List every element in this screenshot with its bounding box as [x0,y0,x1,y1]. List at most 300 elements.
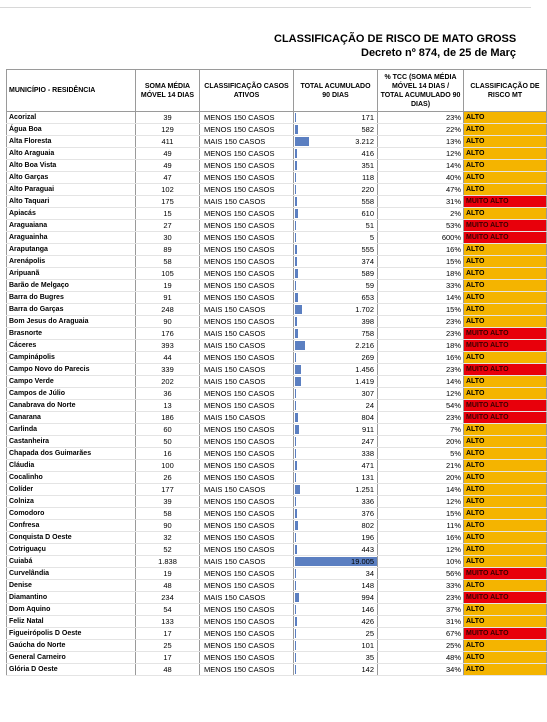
media-cell: 25 [136,640,200,652]
municipio-cell: Campo Verde [7,376,136,388]
casos-cell: MENOS 150 CASOS [200,664,294,676]
total-cell [294,592,378,604]
total-value: 416 [361,149,374,158]
risk-badge: ALTO [464,532,547,544]
header-casos: CLASSIFICAÇÃO CASOS ATIVOS [200,70,294,112]
municipio-cell: Campinápolis [7,352,136,364]
media-cell: 52 [136,544,200,556]
header-media: SOMA MÉDIA MÓVEL 14 DIAS [136,70,200,112]
casos-cell: MENOS 150 CASOS [200,208,294,220]
municipio-cell: Diamantino [7,592,136,604]
total-cell [294,664,378,676]
table-row [7,472,547,484]
total-cell [294,256,378,268]
total-cell [294,508,378,520]
total-cell [294,304,378,316]
risk-badge: MUITO ALTO [464,220,547,232]
table-row [7,496,547,508]
table-row [7,232,547,244]
total-data-bar [295,449,296,458]
total-cell [294,412,378,424]
media-cell: 176 [136,328,200,340]
media-cell: 54 [136,604,200,616]
table-row [7,280,547,292]
total-value: 118 [362,173,374,182]
municipio-cell: Apiacás [7,208,136,220]
tcc-cell: 12% [378,544,464,556]
total-cell [294,580,378,592]
total-cell [294,172,378,184]
risk-badge: MUITO ALTO [464,412,547,424]
casos-cell: MENOS 150 CASOS [200,112,294,124]
total-value: 220 [361,185,374,194]
total-cell [294,520,378,532]
total-cell [294,184,378,196]
total-data-bar [295,305,302,314]
risk-badge: ALTO [464,352,547,364]
municipio-cell: Canarana [7,412,136,424]
total-cell [294,496,378,508]
total-value: 5 [369,233,374,242]
total-value: 34 [365,569,374,578]
table-row [7,340,547,352]
total-cell [294,436,378,448]
casos-cell: MAIS 150 CASOS [200,376,294,388]
table-row [7,244,547,256]
total-cell [294,220,378,232]
table-row [7,460,547,472]
table-row [7,412,547,424]
risk-badge: MUITO ALTO [464,568,547,580]
municipio-cell: Castanheira [7,436,136,448]
risk-badge: MUITO ALTO [464,196,547,208]
table-row [7,592,547,604]
table-row [7,436,547,448]
casos-cell: MENOS 150 CASOS [200,184,294,196]
media-cell: 47 [136,172,200,184]
municipio-cell: Figueirópolis D Oeste [7,628,136,640]
tcc-cell: 14% [378,376,464,388]
municipio-cell: Cocalinho [7,472,136,484]
risk-badge: ALTO [464,112,547,124]
media-cell: 91 [136,292,200,304]
total-value: 351 [361,161,374,170]
table-row [7,304,547,316]
tcc-cell: 20% [378,436,464,448]
total-value: 911 [362,425,374,434]
media-cell: 90 [136,316,200,328]
media-cell: 1.838 [136,556,200,568]
risk-badge: ALTO [464,388,547,400]
casos-cell: MENOS 150 CASOS [200,232,294,244]
media-cell: 202 [136,376,200,388]
total-data-bar [295,377,301,386]
decree-subtitle: Decreto nº 874, de 25 de Març [361,47,517,59]
total-data-bar [295,209,298,218]
total-cell [294,232,378,244]
table-row [7,556,547,568]
casos-cell: MENOS 150 CASOS [200,544,294,556]
total-cell [294,160,378,172]
tcc-cell: 31% [378,616,464,628]
media-cell: 17 [136,652,200,664]
media-cell: 39 [136,112,200,124]
table-row [7,604,547,616]
municipio-cell: Alto Paraguai [7,184,136,196]
table-row [7,292,547,304]
table-body [7,112,547,676]
total-cell [294,400,378,412]
tcc-cell: 16% [378,244,464,256]
municipio-cell: Cotriguaçu [7,544,136,556]
header-municipio: MUNICÍPIO - RESIDÊNCIA [7,70,136,112]
total-cell [294,316,378,328]
risk-badge: ALTO [464,172,547,184]
tcc-cell: 25% [378,640,464,652]
tcc-cell: 21% [378,460,464,472]
risk-badge: ALTO [464,208,547,220]
total-cell [294,556,378,568]
total-value: 376 [361,509,374,518]
media-cell: 133 [136,616,200,628]
media-cell: 15 [136,208,200,220]
casos-cell: MENOS 150 CASOS [200,388,294,400]
total-data-bar [295,581,296,590]
casos-cell: MAIS 150 CASOS [200,304,294,316]
risk-badge: ALTO [464,256,547,268]
tcc-cell: 5% [378,448,464,460]
total-cell [294,544,378,556]
media-cell: 17 [136,628,200,640]
total-value: 307 [361,389,374,398]
casos-cell: MENOS 150 CASOS [200,400,294,412]
tcc-cell: 53% [378,220,464,232]
municipio-cell: Alto Boa Vista [7,160,136,172]
total-data-bar [295,257,297,266]
risk-badge: ALTO [464,424,547,436]
municipio-cell: Barra do Garças [7,304,136,316]
municipio-cell: Bom Jesus do Araguaia [7,316,136,328]
municipio-cell: Gaúcha do Norte [7,640,136,652]
media-cell: 177 [136,484,200,496]
table-row [7,616,547,628]
media-cell: 49 [136,160,200,172]
tcc-cell: 67% [378,628,464,640]
table-row [7,424,547,436]
total-cell [294,124,378,136]
total-cell [294,352,378,364]
casos-cell: MAIS 150 CASOS [200,412,294,424]
tcc-cell: 15% [378,256,464,268]
total-value: 338 [361,449,374,458]
media-cell: 19 [136,280,200,292]
risk-badge: ALTO [464,460,547,472]
municipio-cell: Feliz Natal [7,616,136,628]
header-total: TOTAL ACUMULADO 90 DIAS [294,70,378,112]
table-row [7,148,547,160]
total-data-bar [295,149,297,158]
casos-cell: MENOS 150 CASOS [200,508,294,520]
total-value: 101 [361,641,374,650]
tcc-cell: 14% [378,484,464,496]
total-value: 336 [361,497,374,506]
media-cell: 89 [136,244,200,256]
total-data-bar [295,113,296,122]
municipio-cell: Chapada dos Guimarães [7,448,136,460]
municipio-cell: Barra do Bugres [7,292,136,304]
total-value: 1.251 [355,485,374,494]
casos-cell: MENOS 150 CASOS [200,652,294,664]
table-row [7,160,547,172]
risk-badge: MUITO ALTO [464,400,547,412]
header-risco: CLASSIFICAÇÃO DE RISCO MT [464,70,547,112]
total-value: 471 [361,461,374,470]
media-cell: 129 [136,124,200,136]
casos-cell: MENOS 150 CASOS [200,496,294,508]
tcc-cell: 33% [378,280,464,292]
tcc-cell: 23% [378,112,464,124]
total-cell [294,568,378,580]
risk-badge: ALTO [464,664,547,676]
municipio-cell: Arenápolis [7,256,136,268]
casos-cell: MAIS 150 CASOS [200,484,294,496]
table-row [7,484,547,496]
tcc-cell: 23% [378,592,464,604]
total-cell [294,448,378,460]
risk-table [6,69,547,676]
total-value: 426 [361,617,374,626]
tcc-cell: 23% [378,364,464,376]
total-value: 24 [365,401,374,410]
total-value: 247 [361,437,374,446]
total-data-bar [295,221,296,230]
risk-badge: ALTO [464,484,547,496]
tcc-cell: 34% [378,664,464,676]
total-data-bar [295,233,296,242]
table-row [7,652,547,664]
casos-cell: MENOS 150 CASOS [200,520,294,532]
table-row [7,364,547,376]
tcc-cell: 7% [378,424,464,436]
risk-badge: ALTO [464,184,547,196]
total-cell [294,112,378,124]
casos-cell: MENOS 150 CASOS [200,316,294,328]
media-cell: 16 [136,448,200,460]
casos-cell: MENOS 150 CASOS [200,292,294,304]
total-value: 35 [365,653,374,662]
municipio-cell: Conquista D Oeste [7,532,136,544]
casos-cell: MAIS 150 CASOS [200,556,294,568]
table-row [7,268,547,280]
casos-cell: MENOS 150 CASOS [200,124,294,136]
document-title: CLASSIFICAÇÃO DE RISCO DE MATO GROSS [274,33,517,45]
total-cell [294,484,378,496]
total-data-bar [295,329,298,338]
total-data-bar [295,437,296,446]
municipio-cell: Cláudia [7,460,136,472]
total-value: 1.419 [355,377,374,386]
header-tcc: % TCC (SOMA MÉDIA MÓVEL 14 DIAS / TOTAL ACUMULADO 90 DIAS) [378,70,464,112]
media-cell: 49 [136,148,200,160]
municipio-cell: Água Boa [7,124,136,136]
media-cell: 234 [136,592,200,604]
casos-cell: MENOS 150 CASOS [200,460,294,472]
table-row [7,136,547,148]
total-data-bar [295,533,296,542]
casos-cell: MENOS 150 CASOS [200,640,294,652]
risk-badge: ALTO [464,292,547,304]
tcc-cell: 11% [378,520,464,532]
tcc-cell: 14% [378,292,464,304]
casos-cell: MENOS 150 CASOS [200,448,294,460]
total-value: 269 [361,353,374,362]
total-value: 51 [365,221,374,230]
total-data-bar [295,569,296,578]
table-row [7,328,547,340]
risk-badge: ALTO [464,436,547,448]
total-data-bar [295,521,298,530]
risk-badge: ALTO [464,496,547,508]
total-cell [294,136,378,148]
media-cell: 44 [136,352,200,364]
total-cell [294,280,378,292]
page-top-edge [0,0,531,8]
tcc-cell: 16% [378,532,464,544]
tcc-cell: 10% [378,556,464,568]
tcc-cell: 15% [378,508,464,520]
total-value: 1.456 [355,365,374,374]
total-data-bar [295,353,296,362]
total-value: 196 [361,533,374,542]
casos-cell: MENOS 150 CASOS [200,220,294,232]
total-data-bar [295,461,297,470]
casos-cell: MAIS 150 CASOS [200,340,294,352]
table-row [7,112,547,124]
municipio-cell: Alta Floresta [7,136,136,148]
municipio-cell: Araguainha [7,232,136,244]
municipio-cell: Alto Araguaia [7,148,136,160]
total-value: 610 [361,209,374,218]
tcc-cell: 31% [378,196,464,208]
casos-cell: MENOS 150 CASOS [200,580,294,592]
table-row [7,184,547,196]
total-cell [294,340,378,352]
municipio-cell: Campos de Júlio [7,388,136,400]
risk-badge: ALTO [464,376,547,388]
total-value: 2.216 [355,341,374,350]
table-row [7,208,547,220]
casos-cell: MENOS 150 CASOS [200,352,294,364]
total-data-bar [295,197,297,206]
total-data-bar [295,341,305,350]
total-cell [294,244,378,256]
total-cell [294,388,378,400]
media-cell: 393 [136,340,200,352]
media-cell: 48 [136,664,200,676]
total-value: 802 [361,521,374,530]
total-data-bar [295,545,297,554]
municipio-cell: Denise [7,580,136,592]
tcc-cell: 16% [378,352,464,364]
total-cell [294,460,378,472]
total-cell [294,292,378,304]
media-cell: 411 [136,136,200,148]
media-cell: 58 [136,508,200,520]
table-row [7,628,547,640]
risk-badge: ALTO [464,580,547,592]
table-row [7,544,547,556]
total-data-bar [295,125,298,134]
risk-badge: ALTO [464,472,547,484]
total-data-bar [295,653,296,662]
media-cell: 48 [136,580,200,592]
risk-badge: ALTO [464,124,547,136]
municipio-cell: Campo Novo do Parecis [7,364,136,376]
municipio-cell: Colniza [7,496,136,508]
municipio-cell: Curvelândia [7,568,136,580]
tcc-cell: 22% [378,124,464,136]
municipio-cell: Aripuanã [7,268,136,280]
casos-cell: MAIS 150 CASOS [200,364,294,376]
table-row [7,376,547,388]
risk-badge: ALTO [464,244,547,256]
casos-cell: MAIS 150 CASOS [200,196,294,208]
media-cell: 58 [136,256,200,268]
total-data-bar [295,137,309,146]
casos-cell: MENOS 150 CASOS [200,268,294,280]
casos-cell: MENOS 150 CASOS [200,160,294,172]
media-cell: 100 [136,460,200,472]
tcc-cell: 15% [378,304,464,316]
total-cell [294,328,378,340]
risk-badge: MUITO ALTO [464,592,547,604]
casos-cell: MENOS 150 CASOS [200,424,294,436]
total-value: 558 [361,197,374,206]
total-cell [294,424,378,436]
tcc-cell: 14% [378,160,464,172]
casos-cell: MENOS 150 CASOS [200,568,294,580]
total-cell [294,268,378,280]
total-data-bar [295,413,298,422]
casos-cell: MENOS 150 CASOS [200,628,294,640]
total-value: 758 [361,329,374,338]
total-data-bar [295,293,298,302]
media-cell: 186 [136,412,200,424]
media-cell: 60 [136,424,200,436]
risk-badge: ALTO [464,268,547,280]
table-row [7,256,547,268]
table-row [7,640,547,652]
casos-cell: MENOS 150 CASOS [200,256,294,268]
municipio-cell: Brasnorte [7,328,136,340]
table-row [7,316,547,328]
tcc-cell: 54% [378,400,464,412]
total-data-bar [295,173,296,182]
risk-badge: MUITO ALTO [464,340,547,352]
media-cell: 90 [136,520,200,532]
risk-badge: ALTO [464,136,547,148]
table-row [7,220,547,232]
total-data-bar [295,245,297,254]
casos-cell: MENOS 150 CASOS [200,472,294,484]
total-data-bar [295,281,296,290]
table-row [7,448,547,460]
media-cell: 13 [136,400,200,412]
tcc-cell: 600% [378,232,464,244]
municipio-cell: Araguaiana [7,220,136,232]
casos-cell: MENOS 150 CASOS [200,436,294,448]
municipio-cell: Dom Aquino [7,604,136,616]
